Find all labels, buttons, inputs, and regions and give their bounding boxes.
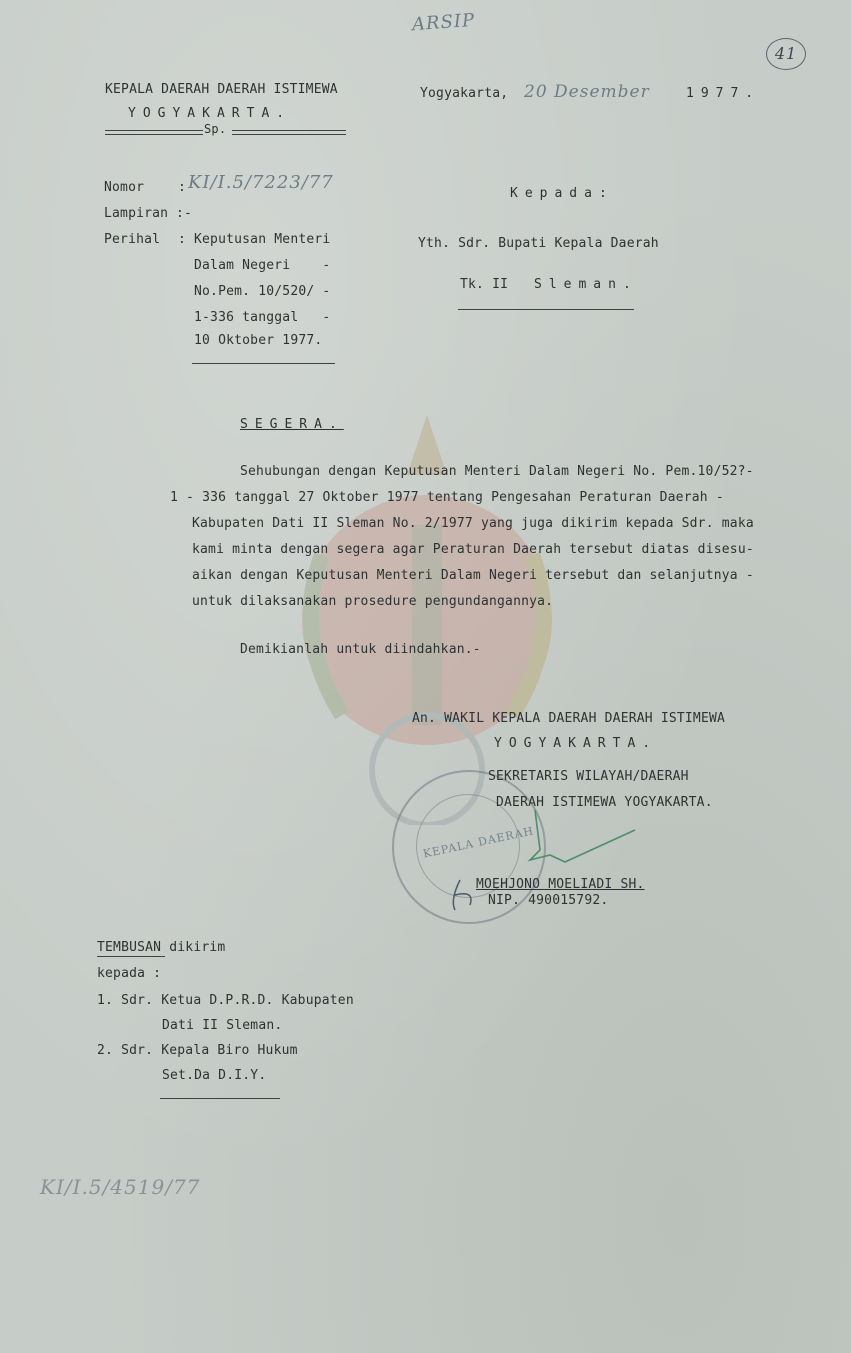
tembusan-underline xyxy=(97,956,165,957)
body-line: Sehubungan dengan Keputusan Menteri Dalam Negeri No. Pem.10/52?- xyxy=(240,464,754,479)
recipient-rule xyxy=(458,309,634,310)
nomor-label: Nomor xyxy=(104,180,145,195)
date-place: Yogyakarta, xyxy=(420,86,509,101)
footer-note: KI/I.5/4519/77 xyxy=(40,1175,201,1199)
tembusan-rule xyxy=(160,1098,280,1099)
body-line: untuk dilaksanakan prosedure pengundangannya. xyxy=(192,594,554,609)
perihal-line: Keputusan Menteri xyxy=(194,232,331,247)
perihal-line: No.Pem. 10/520/ - xyxy=(194,284,331,299)
letterhead-code: Sp. xyxy=(204,122,227,136)
body-line: aikan dengan Keputusan Menteri Dalam Negeri tersebut dan selanjutnya - xyxy=(192,568,754,583)
tembusan-title: TEMBUSAN dikirim xyxy=(97,940,226,955)
body-line: 1 - 336 tanggal 27 Oktober 1977 tentang Pengesahan Peraturan Daerah - xyxy=(170,490,724,505)
letterhead-rule-right xyxy=(232,130,346,135)
tembusan-item: 1. Sdr. Ketua D.P.R.D. Kabupaten xyxy=(97,993,354,1008)
recipient-line2: Sleman. xyxy=(534,277,638,292)
stamp-text: KEPALA DAERAH xyxy=(421,824,536,861)
recipient-line2-prefix: Tk. II xyxy=(460,277,509,292)
perihal-line: 10 Oktober 1977. xyxy=(194,333,323,348)
closing-line: Demikianlah untuk diindahkan.- xyxy=(240,642,481,657)
signatory-name: MOEHJONO MOELIADI SH. xyxy=(476,877,645,892)
tembusan-item: Set.Da D.I.Y. xyxy=(162,1068,267,1083)
letterhead-line2: YOGYAKARTA. xyxy=(128,106,292,121)
page-number: 41 xyxy=(766,38,806,70)
perihal-rule xyxy=(192,363,335,364)
letterhead-rule-left xyxy=(105,130,203,135)
signature-line2: YOGYAKARTA. xyxy=(494,736,658,751)
signature-line3: SEKRETARIS WILAYAH/DAERAH xyxy=(488,769,689,784)
archive-annotation: ARSIP xyxy=(411,9,476,36)
recipient-line1: Yth. Sdr. Bupati Kepala Daerah xyxy=(418,236,659,251)
date-handwritten: 20 Desember xyxy=(524,82,650,102)
perihal-line: Dalam Negeri - xyxy=(194,258,331,273)
letterhead-line1: KEPALA DAERAH DAERAH ISTIMEWA xyxy=(105,82,338,97)
signature-line4: DAERAH ISTIMEWA YOGYAKARTA. xyxy=(496,795,713,810)
nomor-colon: : xyxy=(178,180,187,195)
perihal-label: Perihal xyxy=(104,232,161,247)
body-line: Kabupaten Dati II Sleman No. 2/1977 yang juga dikirim kepada Sdr. maka xyxy=(192,516,754,531)
signatory-nip: NIP. 490015792. xyxy=(488,893,609,908)
signature-line1: An. WAKIL KEPALA DAERAH DAERAH ISTIMEWA xyxy=(412,711,726,726)
perihal-colon: : xyxy=(178,232,187,247)
kepada-label: Kepada: xyxy=(510,186,614,201)
body-line: kami minta dengan segera agar Peraturan Daerah tersebut diatas disesu- xyxy=(192,542,754,557)
urgency-label: SEGERA. xyxy=(240,417,344,432)
tembusan-item: Dati II Sleman. xyxy=(162,1018,283,1033)
lampiran-label: Lampiran xyxy=(104,206,169,221)
lampiran-value: :- xyxy=(176,206,193,221)
nomor-value: KI/I.5/7223/77 xyxy=(188,172,334,193)
perihal-line: 1-336 tanggal - xyxy=(194,310,331,325)
tembusan-kepada: kepada : xyxy=(97,966,162,981)
date-year: 1977. xyxy=(686,86,761,101)
tembusan-item: 2. Sdr. Kepala Biro Hukum xyxy=(97,1043,298,1058)
